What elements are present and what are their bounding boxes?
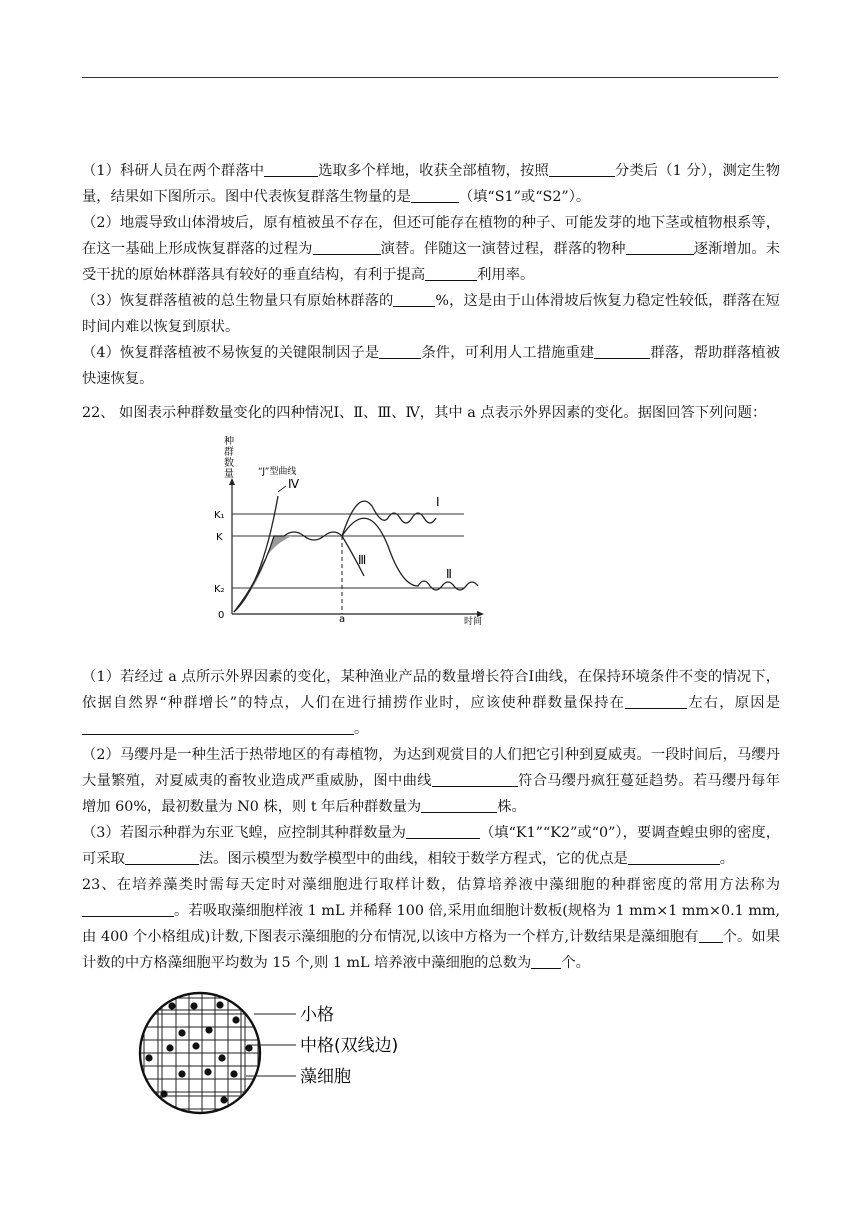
q22-intro: 22、 如图表示种群数量变化的四种情况Ⅰ、Ⅱ、Ⅲ、Ⅳ，其中 a 点表示外界因素的变化。据图回答下列问题：: [82, 405, 767, 421]
text: 个。: [561, 955, 590, 971]
answer-blank[interactable]: [425, 265, 477, 281]
curve-label-i: Ⅰ: [436, 495, 440, 509]
answer-blank[interactable]: [432, 771, 518, 787]
text: 条件，可利用人工措施重建: [421, 345, 595, 361]
level-k1: K₁: [214, 510, 225, 521]
text: 23、在培养藻类时需每天定时对藻细胞进行取样计数，估算培养液中藻细胞的种群密度的常用方法称为: [82, 877, 780, 893]
text: （2）地震导致山体滑坡后，原有植被虽不存在，但还可能存在植物的种子、可能发芽的地下茎或植物根系等，在这一基础上形成恢复群落的过程为: [82, 215, 780, 257]
curve-s: [234, 532, 342, 612]
text: 符合马缨丹疯狂蔓延趋势。若马缨丹每年增加 60%，最初数量为 N0 株，则 t 年后种群数量为: [82, 773, 781, 815]
text: %，这是由于山体滑坡后恢复力稳定性较低，群落在短时间内难以恢复到原状。: [82, 293, 780, 335]
curve-iv-j: [234, 496, 278, 612]
q22-part-3: [82, 820, 780, 872]
text: 个。如果计数的中方格藻细胞平均数为 15 个,则 1 mL 培养液中藻细胞的总数为: [82, 929, 781, 971]
label-medium-square: 中格(双线边): [300, 1036, 399, 1056]
y-label-1: 种: [224, 436, 234, 447]
answer-blank[interactable]: [625, 693, 687, 709]
text: （1）科研人员在两个群落中: [82, 163, 265, 179]
text: （3）若图示种群为东亚飞蝗，应控制其种群数量为: [82, 825, 406, 841]
answer-blank[interactable]: [421, 797, 497, 813]
answer-blank[interactable]: [594, 343, 650, 359]
q21-part-4: [82, 340, 780, 392]
j-curve-label: “J”型曲线: [258, 467, 297, 477]
text: （4）恢复群落植被不易恢复的关键限制因子是: [82, 345, 380, 361]
q22-part-2: [82, 742, 780, 820]
answer-blank[interactable]: [626, 239, 694, 255]
answer-blank[interactable]: [531, 953, 561, 969]
level-0: 0: [218, 610, 225, 621]
answer-blank[interactable]: [82, 901, 174, 917]
q23-text: [82, 872, 780, 976]
q22-part-1: [82, 664, 780, 742]
text: 法。图示模型为数学模型中的曲线，相较于数学方程式，它的优点是: [198, 851, 628, 867]
answer-blank[interactable]: [411, 187, 459, 203]
text: （2）马缨丹是一种生活于热带地区的有毒植物，为达到观赏目的人们把它引种到夏威夷。一段时间后，马缨丹大量繁殖，对夏威夷的畜牧业造成严重威胁，图中曲线: [82, 747, 780, 789]
text: 演替。伴随这一演替过程，群落的物种: [380, 241, 626, 257]
text: 株。: [497, 799, 526, 815]
label-algae-cell: 藻细胞: [300, 1067, 351, 1087]
grid-group: [136, 990, 266, 1120]
y-label-4: 量: [224, 469, 234, 480]
answer-blank[interactable]: [379, 343, 421, 359]
header-rule: [82, 77, 778, 78]
text: 群落，帮助群落植被快速恢复。: [82, 345, 781, 387]
q21-part-2: [82, 210, 780, 288]
x-axis-label: 时间: [464, 617, 483, 626]
counting-chamber-figure: [136, 990, 436, 1120]
document-body: [82, 158, 780, 1120]
text: 逐渐增加。未受干扰的原始林群落具有较好的垂直结构，有利于提高: [82, 241, 781, 283]
y-label-2: 群: [224, 447, 234, 458]
curve-i: [342, 501, 436, 536]
text: （填“K1”“K2”或“0”），要调查蝗虫卵的密度，可采取: [82, 825, 780, 867]
text: 选取多个样地，收获全部植物，按照: [318, 163, 549, 179]
text: 。: [354, 721, 369, 737]
text: 。若吸取藻细胞样液 1 mL 并稀释 100 倍,采用血细胞计数板(规格为 1 mm×1 mm×0.1 mm,由 400 个小格组成)计数,下图表示藻细胞的分布情况,以该中方格为一个样方,计数结果是藻细胞有: [82, 903, 780, 945]
answer-blank[interactable]: [393, 291, 435, 307]
label-small-square: 小格: [300, 1005, 334, 1025]
answer-blank[interactable]: [549, 161, 615, 177]
answer-blank[interactable]: [125, 849, 199, 865]
answer-blank[interactable]: [264, 161, 318, 177]
text: 左右，原因是: [687, 695, 780, 711]
answer-blank[interactable]: [699, 927, 723, 943]
curve-label-iv: Ⅳ: [288, 477, 300, 491]
q21-part-3: [82, 288, 780, 340]
level-k: K: [216, 532, 223, 543]
population-curve-figure: [212, 436, 512, 626]
answer-blank[interactable]: [406, 823, 480, 839]
curve-label-iii: Ⅲ: [358, 553, 367, 567]
answer-blank[interactable]: [313, 239, 381, 255]
text: （填“S1”或“S2”）。: [458, 189, 591, 205]
text: 分类后（1 分），测定生物量，结果如下图所示。图中代表恢复群落生物量的是: [82, 163, 780, 205]
y-label-3: 数: [224, 458, 234, 469]
level-k2: K₂: [214, 584, 225, 595]
q21-part-1: [82, 158, 780, 210]
answer-blank[interactable]: [82, 719, 354, 735]
text: （1）若经过 a 点所示外界因素的变化，某种渔业产品的数量增长符合Ⅰ曲线，在保持环境条件不变的情况下，依据自然界“种群增长”的特点，人们在进行捕捞作业时，应该使种群数量保持在: [82, 669, 780, 711]
iv-leader: [278, 486, 286, 492]
answer-blank[interactable]: [628, 849, 720, 865]
text: 。: [719, 851, 735, 867]
text: （3）恢复群落植被的总生物量只有原始林群落的: [82, 293, 394, 309]
point-a-label: a: [339, 614, 346, 625]
text: 利用率。: [477, 267, 535, 283]
curve-label-ii: Ⅱ: [446, 567, 452, 581]
